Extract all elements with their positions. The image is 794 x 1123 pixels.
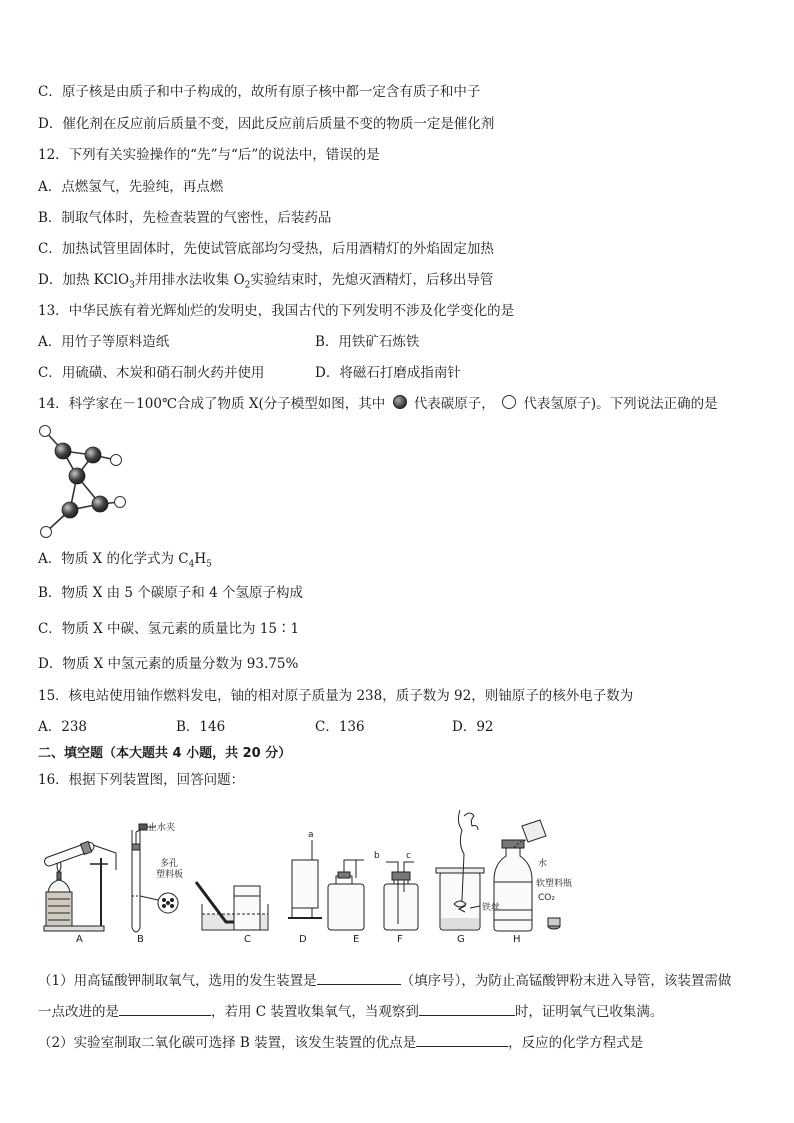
carbon-atom-icon — [393, 395, 407, 409]
subscript: 4 — [188, 559, 195, 570]
q11-option-d: D．催化剂在反应前后质量不变，因此反应前后质量不变的物质一定是催化剂 — [38, 116, 495, 132]
hydrogen-atom-icon — [115, 497, 126, 508]
apparatus-f — [384, 862, 418, 930]
q12-option-b: B．制取气体时，先检查装置的气密性，后装药品 — [38, 210, 332, 226]
q14-option-a — [38, 550, 212, 574]
q12-option-d — [38, 271, 493, 295]
clip-label: 止水夹 — [148, 823, 176, 833]
q14-a-text: A．物质 X 的化学式为 C — [38, 551, 189, 567]
tube-label-c: c — [406, 851, 411, 861]
co2-label: CO₂ — [538, 893, 555, 903]
apparatus-figure — [36, 800, 576, 948]
apparatus-label: E — [353, 934, 360, 945]
apparatus-d — [288, 840, 322, 918]
hydrogen-atom-icon — [41, 527, 52, 538]
q12-option-a: A．点燃氢气，先验纯，再点燃 — [38, 179, 224, 195]
subscript: 5 — [206, 559, 212, 570]
q15-option-b: B．146 — [176, 719, 226, 735]
q12-stem: 12．下列有关实验操作的“先”与“后”的说法中，错误的是 — [38, 147, 380, 163]
answer-blank[interactable] — [419, 1001, 515, 1016]
q16-p1-text: （填序号），为防止高锰酸钾粉末进入导管，该装置需做 — [400, 973, 732, 989]
apparatus-label: D — [299, 934, 307, 945]
q16-part1-line1 — [38, 970, 731, 990]
apparatus-h — [494, 820, 560, 931]
carbon-atom-icon — [55, 443, 71, 459]
apparatus-label: A — [76, 934, 83, 945]
q16-p1-text: （1）用高锰酸钾制取氧气，选用的发生装置是 — [38, 973, 317, 989]
q13-stem: 13．中华民族有着光辉灿烂的发明史，我国古代的下列发明不涉及化学变化的是 — [38, 303, 515, 319]
q14-stem-text: 14．科学家在－100℃合成了物质 X(分子模型如图，其中 — [38, 396, 386, 412]
hydrogen-atom-icon — [502, 395, 516, 409]
q13-option-c: C．用硫磺、木炭和硝石制火药并使用 — [38, 365, 265, 381]
answer-blank[interactable] — [416, 1032, 508, 1047]
apparatus-label: F — [397, 934, 403, 945]
carbon-atom-icon — [69, 468, 85, 484]
q14-stem — [38, 395, 718, 413]
q12-option-c: C．加热试管里固体时，先使试管底部均匀受热，后用酒精灯的外焰固定加热 — [38, 241, 494, 257]
q12-d-text: 实验结束时，先熄灭酒精灯，后移出导管 — [250, 272, 494, 288]
plate-label: 多孔 — [160, 859, 179, 869]
answer-blank[interactable] — [317, 970, 401, 985]
subscript: 2 — [244, 280, 251, 291]
carbon-atom-icon — [85, 447, 101, 463]
apparatus-label: G — [457, 934, 465, 945]
section-title: 二、填空题（本大题共 4 小题，共 20 分） — [38, 746, 292, 761]
plate-label: 塑料板 — [156, 870, 184, 880]
bottle-label: 软塑料瓶 — [536, 879, 573, 889]
q14-stem-text: 代表碳原子， — [413, 396, 495, 412]
apparatus-label: H — [513, 934, 521, 945]
q16-part1-line2 — [38, 1001, 663, 1021]
q13-option-d: D．将磁石打磨成指南针 — [315, 365, 461, 381]
q16-part2-line1 — [38, 1032, 643, 1052]
q14-option-c: C．物质 X 中碳、氢元素的质量比为 15∶1 — [38, 621, 300, 637]
q16-stem: 16．根据下列装置图，回答问题： — [38, 772, 245, 788]
water-label: 水 — [538, 859, 548, 869]
carbon-atom-icon — [92, 496, 108, 512]
q14-stem-text: 代表氢原子)。下列说法正确的是 — [523, 396, 718, 412]
apparatus-c — [196, 882, 268, 930]
hydrogen-atom-icon — [111, 455, 122, 466]
q15-option-c: C．136 — [315, 719, 365, 735]
q14-a-text: H — [194, 551, 207, 567]
q16-p1-text: 一点改进的是 — [38, 1004, 119, 1020]
answer-blank[interactable] — [119, 1001, 211, 1016]
q16-p1-text: ，若用 C 装置收集氧气，当观察到 — [211, 1004, 419, 1020]
tube-label-a: a — [308, 830, 314, 840]
q11-option-c: C．原子核是由质子和中子构成的，故所有原子核中都一定含有质子和中子 — [38, 84, 481, 100]
tube-label-b: b — [374, 851, 380, 861]
carbon-atom-icon — [62, 502, 78, 518]
apparatus-a — [43, 840, 116, 931]
q13-option-a: A．用竹子等原料造纸 — [38, 334, 170, 350]
q12-d-text: D．加热 KClO — [38, 272, 130, 288]
wire-label: 铁丝 — [482, 903, 501, 913]
hydrogen-atom-icon — [40, 426, 51, 437]
q16-p1-text: 时，证明氧气已收集满。 — [514, 1004, 664, 1020]
q16-p2-text: （2）实验室制取二氧化碳可选择 B 装置，该发生装置的优点是 — [38, 1035, 417, 1051]
q15-option-a: A．238 — [38, 719, 88, 735]
apparatus-g — [436, 810, 484, 930]
q13-option-b: B．用铁矿石炼铁 — [315, 334, 420, 350]
apparatus-e — [328, 860, 364, 930]
apparatus-label: B — [137, 934, 144, 945]
q15-stem: 15．核电站使用铀作燃料发电，铀的相对原子质量为 238，质子数为 92，则铀原子的核外电子数为 — [38, 688, 634, 704]
q14-option-d: D．物质 X 中氢元素的质量分数为 93.75% — [38, 656, 299, 672]
molecule-model — [30, 420, 140, 540]
q12-d-text: 并用排水法收集 O — [134, 272, 245, 288]
q14-option-b: B．物质 X 由 5 个碳原子和 4 个氢原子构成 — [38, 585, 303, 601]
q16-p2-text: ，反应的化学方程式是 — [508, 1035, 644, 1051]
apparatus-label: C — [244, 934, 251, 945]
q15-option-d: D．92 — [452, 719, 494, 735]
subscript: 3 — [129, 280, 135, 291]
